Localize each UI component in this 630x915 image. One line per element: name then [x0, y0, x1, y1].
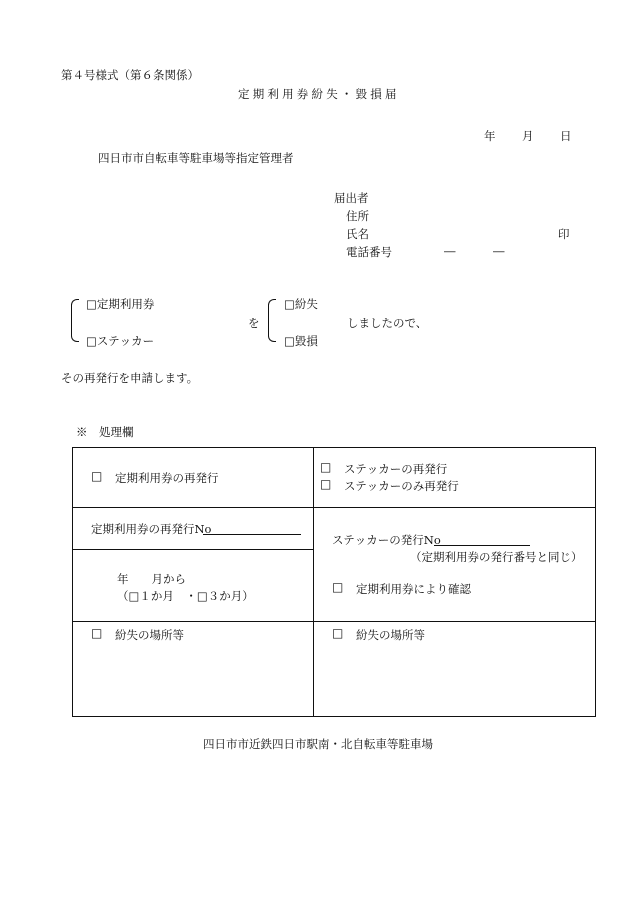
- checkbox-reissue-sticker-only[interactable]: □: [320, 477, 332, 491]
- checkbox-lost-location-left[interactable]: □: [91, 626, 103, 640]
- date-year: 年: [484, 129, 496, 143]
- applicant-heading: 届出者: [334, 191, 369, 205]
- confirm-by-pass-label: 定期利用券により確認: [356, 582, 471, 596]
- date-day: 日: [560, 129, 572, 143]
- phone-dash-2: ―: [493, 244, 505, 258]
- checkbox-reissue-sticker[interactable]: □: [320, 460, 332, 474]
- addressee: 四日市市自転車等駐車場等指定管理者: [98, 151, 294, 165]
- option-lost[interactable]: □紛失: [284, 297, 318, 311]
- form-number: 第４号様式（第６条関係）: [61, 68, 199, 82]
- cell-lost-location-right: [314, 622, 596, 717]
- right-bracket: [268, 299, 276, 342]
- lost-location-right-label: 紛失の場所等: [356, 628, 425, 642]
- seal-mark: 印: [558, 227, 570, 241]
- checkbox-lost-location-right[interactable]: □: [332, 626, 344, 640]
- processing-table: [72, 447, 596, 717]
- phone-dash-1: ―: [444, 244, 456, 258]
- sticker-number-note: （定期利用券の発行番号と同じ）: [410, 550, 583, 564]
- footer-facility: 四日市市近鉄四日市駅南・北自転車等駐車場: [203, 737, 433, 751]
- option-sticker[interactable]: □ステッカー: [86, 334, 155, 348]
- cell-reissue-number: [73, 508, 314, 622]
- checkbox-reissue-pass[interactable]: □: [91, 469, 103, 483]
- sticker-number-label: ステッカーの発行No: [332, 533, 441, 547]
- left-bracket: [71, 299, 79, 342]
- start-month-label: 年 月から: [117, 572, 186, 586]
- name-label: 氏名: [346, 227, 369, 241]
- reissue-number-field[interactable]: [203, 522, 301, 535]
- lost-location-left-label: 紛失の場所等: [115, 628, 184, 642]
- date-month: 月: [522, 129, 534, 143]
- declaration-connector: しましたので、: [347, 316, 428, 330]
- option-pass[interactable]: □定期利用券: [86, 297, 155, 311]
- sticker-number-field[interactable]: [434, 533, 530, 546]
- cell-reissue-pass: [73, 448, 314, 508]
- particle-wo: を: [248, 316, 260, 330]
- checkbox-confirm-by-pass[interactable]: □: [332, 580, 344, 594]
- phone-label: 電話番号: [346, 245, 392, 259]
- duration-options[interactable]: （□１か月 ・□３か月）: [117, 589, 254, 603]
- cell-lost-location-left: [73, 622, 314, 717]
- reissue-sticker-label: ステッカーの再発行: [344, 462, 448, 476]
- reissue-number-label: 定期利用券の再発行No: [91, 522, 212, 536]
- option-damaged[interactable]: □毀損: [284, 334, 318, 348]
- request-sentence: その再発行を申請します。: [61, 371, 199, 385]
- page-title: 定期利用券紛失・毀損届: [238, 87, 400, 101]
- reissue-pass-label: 定期利用券の再発行: [115, 471, 219, 485]
- processing-heading: ※ 処理欄: [76, 425, 134, 439]
- reissue-sticker-only-label: ステッカーのみ再発行: [344, 479, 459, 493]
- cell-reissue-sticker: [314, 448, 596, 508]
- address-label: 住所: [346, 209, 369, 223]
- cell-sticker-number: [314, 508, 596, 622]
